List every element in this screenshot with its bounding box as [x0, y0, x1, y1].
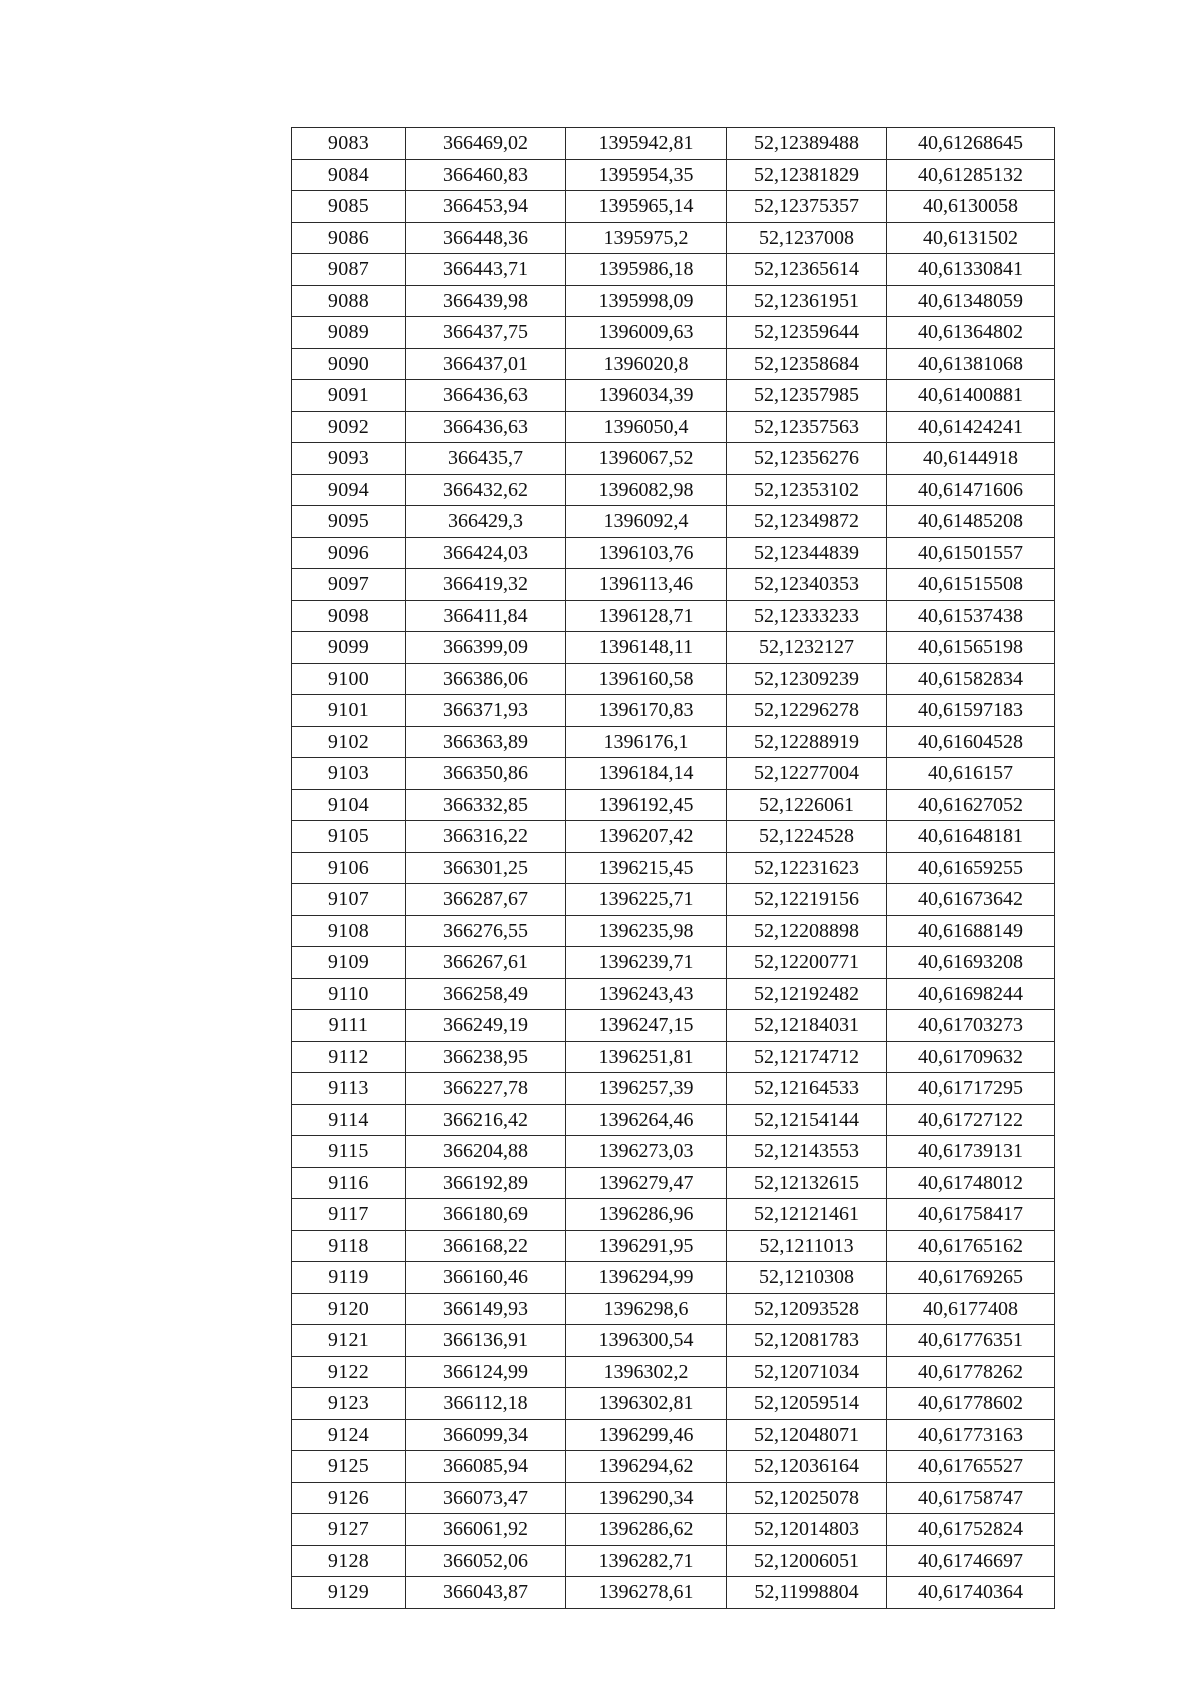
x-coordinate-cell: 366149,93: [406, 1293, 566, 1325]
point-number-cell: 9121: [292, 1325, 406, 1357]
longitude-cell: 40,61515508: [887, 569, 1055, 601]
table-row: [292, 191, 1055, 223]
y-coordinate-cell: 1396170,83: [566, 695, 727, 727]
point-number-cell: 9118: [292, 1230, 406, 1262]
point-number-cell: 9120: [292, 1293, 406, 1325]
table-row: [292, 632, 1055, 664]
point-number-cell: 9122: [292, 1356, 406, 1388]
latitude-cell: 52,12296278: [727, 695, 887, 727]
x-coordinate-cell: 366437,75: [406, 317, 566, 349]
x-coordinate-cell: 366192,89: [406, 1167, 566, 1199]
x-coordinate-cell: 366287,67: [406, 884, 566, 916]
longitude-cell: 40,61537438: [887, 600, 1055, 632]
y-coordinate-cell: 1396148,11: [566, 632, 727, 664]
longitude-cell: 40,61765162: [887, 1230, 1055, 1262]
y-coordinate-cell: 1396294,62: [566, 1451, 727, 1483]
table-row: [292, 1230, 1055, 1262]
longitude-cell: 40,61693208: [887, 947, 1055, 979]
latitude-cell: 52,12006051: [727, 1545, 887, 1577]
table-row: [292, 821, 1055, 853]
latitude-cell: 52,12192482: [727, 978, 887, 1010]
x-coordinate-cell: 366168,22: [406, 1230, 566, 1262]
y-coordinate-cell: 1395998,09: [566, 285, 727, 317]
longitude-cell: 40,61604528: [887, 726, 1055, 758]
latitude-cell: 52,12288919: [727, 726, 887, 758]
table-row: [292, 506, 1055, 538]
table-row: [292, 1104, 1055, 1136]
table-row: [292, 1545, 1055, 1577]
y-coordinate-cell: 1396302,81: [566, 1388, 727, 1420]
x-coordinate-cell: 366258,49: [406, 978, 566, 1010]
table-row: [292, 789, 1055, 821]
x-coordinate-cell: 366227,78: [406, 1073, 566, 1105]
longitude-cell: 40,61758417: [887, 1199, 1055, 1231]
point-number-cell: 9105: [292, 821, 406, 853]
table-row: [292, 1136, 1055, 1168]
table-row: [292, 600, 1055, 632]
longitude-cell: 40,61485208: [887, 506, 1055, 538]
longitude-cell: 40,61597183: [887, 695, 1055, 727]
latitude-cell: 52,1224528: [727, 821, 887, 853]
y-coordinate-cell: 1395954,35: [566, 159, 727, 191]
latitude-cell: 52,1226061: [727, 789, 887, 821]
latitude-cell: 52,1232127: [727, 632, 887, 664]
longitude-cell: 40,61765527: [887, 1451, 1055, 1483]
latitude-cell: 52,12277004: [727, 758, 887, 790]
longitude-cell: 40,61717295: [887, 1073, 1055, 1105]
longitude-cell: 40,61758747: [887, 1482, 1055, 1514]
y-coordinate-cell: 1396128,71: [566, 600, 727, 632]
x-coordinate-cell: 366267,61: [406, 947, 566, 979]
table-row: [292, 1199, 1055, 1231]
point-number-cell: 9116: [292, 1167, 406, 1199]
point-number-cell: 9088: [292, 285, 406, 317]
y-coordinate-cell: 1396192,45: [566, 789, 727, 821]
longitude-cell: 40,61627052: [887, 789, 1055, 821]
latitude-cell: 52,12081783: [727, 1325, 887, 1357]
table-row: [292, 348, 1055, 380]
latitude-cell: 52,12174712: [727, 1041, 887, 1073]
point-number-cell: 9104: [292, 789, 406, 821]
y-coordinate-cell: 1395965,14: [566, 191, 727, 223]
y-coordinate-cell: 1396176,1: [566, 726, 727, 758]
latitude-cell: 52,12025078: [727, 1482, 887, 1514]
y-coordinate-cell: 1396050,4: [566, 411, 727, 443]
table-row: [292, 569, 1055, 601]
point-number-cell: 9092: [292, 411, 406, 443]
latitude-cell: 52,12059514: [727, 1388, 887, 1420]
x-coordinate-cell: 366424,03: [406, 537, 566, 569]
y-coordinate-cell: 1395986,18: [566, 254, 727, 286]
table-row: [292, 915, 1055, 947]
longitude-cell: 40,61703273: [887, 1010, 1055, 1042]
point-number-cell: 9103: [292, 758, 406, 790]
longitude-cell: 40,61348059: [887, 285, 1055, 317]
latitude-cell: 52,12357563: [727, 411, 887, 443]
y-coordinate-cell: 1396160,58: [566, 663, 727, 695]
point-number-cell: 9127: [292, 1514, 406, 1546]
longitude-cell: 40,61424241: [887, 411, 1055, 443]
point-number-cell: 9098: [292, 600, 406, 632]
latitude-cell: 52,12357985: [727, 380, 887, 412]
x-coordinate-cell: 366124,99: [406, 1356, 566, 1388]
x-coordinate-cell: 366443,71: [406, 254, 566, 286]
point-number-cell: 9094: [292, 474, 406, 506]
table-row: [292, 884, 1055, 916]
y-coordinate-cell: 1396298,6: [566, 1293, 727, 1325]
table-row: [292, 537, 1055, 569]
y-coordinate-cell: 1396207,42: [566, 821, 727, 853]
y-coordinate-cell: 1396184,14: [566, 758, 727, 790]
coordinates-table-body: [292, 128, 1055, 1609]
x-coordinate-cell: 366249,19: [406, 1010, 566, 1042]
longitude-cell: 40,6131502: [887, 222, 1055, 254]
longitude-cell: 40,61752824: [887, 1514, 1055, 1546]
point-number-cell: 9086: [292, 222, 406, 254]
latitude-cell: 52,12381829: [727, 159, 887, 191]
x-coordinate-cell: 366437,01: [406, 348, 566, 380]
point-number-cell: 9084: [292, 159, 406, 191]
point-number-cell: 9114: [292, 1104, 406, 1136]
longitude-cell: 40,616157: [887, 758, 1055, 790]
x-coordinate-cell: 366276,55: [406, 915, 566, 947]
point-number-cell: 9085: [292, 191, 406, 223]
table-row: [292, 1293, 1055, 1325]
coordinates-table: [291, 127, 1055, 1609]
table-row: [292, 1482, 1055, 1514]
y-coordinate-cell: 1396034,39: [566, 380, 727, 412]
point-number-cell: 9099: [292, 632, 406, 664]
y-coordinate-cell: 1396009,63: [566, 317, 727, 349]
longitude-cell: 40,61364802: [887, 317, 1055, 349]
point-number-cell: 9115: [292, 1136, 406, 1168]
latitude-cell: 52,12143553: [727, 1136, 887, 1168]
y-coordinate-cell: 1396103,76: [566, 537, 727, 569]
table-row: [292, 947, 1055, 979]
latitude-cell: 52,12200771: [727, 947, 887, 979]
x-coordinate-cell: 366411,84: [406, 600, 566, 632]
longitude-cell: 40,61268645: [887, 128, 1055, 160]
latitude-cell: 52,12365614: [727, 254, 887, 286]
y-coordinate-cell: 1396092,4: [566, 506, 727, 538]
table-row: [292, 380, 1055, 412]
x-coordinate-cell: 366429,3: [406, 506, 566, 538]
y-coordinate-cell: 1396239,71: [566, 947, 727, 979]
table-row: [292, 663, 1055, 695]
longitude-cell: 40,61778262: [887, 1356, 1055, 1388]
longitude-cell: 40,6177408: [887, 1293, 1055, 1325]
longitude-cell: 40,6144918: [887, 443, 1055, 475]
table-row: [292, 1325, 1055, 1357]
table-row: [292, 1388, 1055, 1420]
y-coordinate-cell: 1396290,34: [566, 1482, 727, 1514]
x-coordinate-cell: 366085,94: [406, 1451, 566, 1483]
x-coordinate-cell: 366136,91: [406, 1325, 566, 1357]
y-coordinate-cell: 1396243,43: [566, 978, 727, 1010]
longitude-cell: 40,61648181: [887, 821, 1055, 853]
point-number-cell: 9125: [292, 1451, 406, 1483]
y-coordinate-cell: 1396291,95: [566, 1230, 727, 1262]
x-coordinate-cell: 366371,93: [406, 695, 566, 727]
y-coordinate-cell: 1396020,8: [566, 348, 727, 380]
latitude-cell: 52,12071034: [727, 1356, 887, 1388]
x-coordinate-cell: 366350,86: [406, 758, 566, 790]
point-number-cell: 9112: [292, 1041, 406, 1073]
table-row: [292, 1167, 1055, 1199]
point-number-cell: 9128: [292, 1545, 406, 1577]
longitude-cell: 40,61400881: [887, 380, 1055, 412]
y-coordinate-cell: 1396225,71: [566, 884, 727, 916]
y-coordinate-cell: 1396257,39: [566, 1073, 727, 1105]
longitude-cell: 40,61471606: [887, 474, 1055, 506]
x-coordinate-cell: 366099,34: [406, 1419, 566, 1451]
y-coordinate-cell: 1396302,2: [566, 1356, 727, 1388]
point-number-cell: 9089: [292, 317, 406, 349]
y-coordinate-cell: 1395975,2: [566, 222, 727, 254]
table-row: [292, 1073, 1055, 1105]
x-coordinate-cell: 366460,83: [406, 159, 566, 191]
latitude-cell: 52,12048071: [727, 1419, 887, 1451]
point-number-cell: 9095: [292, 506, 406, 538]
x-coordinate-cell: 366436,63: [406, 411, 566, 443]
table-row: [292, 1041, 1055, 1073]
x-coordinate-cell: 366399,09: [406, 632, 566, 664]
longitude-cell: 40,61673642: [887, 884, 1055, 916]
point-number-cell: 9090: [292, 348, 406, 380]
table-row: [292, 852, 1055, 884]
latitude-cell: 52,12353102: [727, 474, 887, 506]
longitude-cell: 40,61727122: [887, 1104, 1055, 1136]
y-coordinate-cell: 1396300,54: [566, 1325, 727, 1357]
x-coordinate-cell: 366448,36: [406, 222, 566, 254]
table-row: [292, 285, 1055, 317]
table-row: [292, 758, 1055, 790]
longitude-cell: 40,61565198: [887, 632, 1055, 664]
point-number-cell: 9113: [292, 1073, 406, 1105]
longitude-cell: 40,61582834: [887, 663, 1055, 695]
latitude-cell: 52,12359644: [727, 317, 887, 349]
longitude-cell: 40,61739131: [887, 1136, 1055, 1168]
point-number-cell: 9126: [292, 1482, 406, 1514]
longitude-cell: 40,61698244: [887, 978, 1055, 1010]
table-row: [292, 222, 1055, 254]
point-number-cell: 9119: [292, 1262, 406, 1294]
longitude-cell: 40,61748012: [887, 1167, 1055, 1199]
latitude-cell: 52,12309239: [727, 663, 887, 695]
longitude-cell: 40,61778602: [887, 1388, 1055, 1420]
point-number-cell: 9129: [292, 1577, 406, 1609]
point-number-cell: 9093: [292, 443, 406, 475]
point-number-cell: 9101: [292, 695, 406, 727]
latitude-cell: 52,12208898: [727, 915, 887, 947]
y-coordinate-cell: 1396294,99: [566, 1262, 727, 1294]
latitude-cell: 52,12219156: [727, 884, 887, 916]
point-number-cell: 9091: [292, 380, 406, 412]
latitude-cell: 52,12356276: [727, 443, 887, 475]
y-coordinate-cell: 1396264,46: [566, 1104, 727, 1136]
y-coordinate-cell: 1396286,96: [566, 1199, 727, 1231]
y-coordinate-cell: 1396299,46: [566, 1419, 727, 1451]
longitude-cell: 40,61659255: [887, 852, 1055, 884]
x-coordinate-cell: 366386,06: [406, 663, 566, 695]
x-coordinate-cell: 366061,92: [406, 1514, 566, 1546]
table-row: [292, 1010, 1055, 1042]
y-coordinate-cell: 1396082,98: [566, 474, 727, 506]
longitude-cell: 40,61776351: [887, 1325, 1055, 1357]
table-row: [292, 128, 1055, 160]
x-coordinate-cell: 366216,42: [406, 1104, 566, 1136]
table-row: [292, 1356, 1055, 1388]
x-coordinate-cell: 366419,32: [406, 569, 566, 601]
latitude-cell: 52,1210308: [727, 1262, 887, 1294]
longitude-cell: 40,61381068: [887, 348, 1055, 380]
x-coordinate-cell: 366052,06: [406, 1545, 566, 1577]
point-number-cell: 9087: [292, 254, 406, 286]
latitude-cell: 52,12121461: [727, 1199, 887, 1231]
table-row: [292, 1451, 1055, 1483]
latitude-cell: 52,12184031: [727, 1010, 887, 1042]
x-coordinate-cell: 366204,88: [406, 1136, 566, 1168]
y-coordinate-cell: 1396113,46: [566, 569, 727, 601]
latitude-cell: 52,12154144: [727, 1104, 887, 1136]
latitude-cell: 52,11998804: [727, 1577, 887, 1609]
x-coordinate-cell: 366160,46: [406, 1262, 566, 1294]
x-coordinate-cell: 366073,47: [406, 1482, 566, 1514]
point-number-cell: 9109: [292, 947, 406, 979]
latitude-cell: 52,12340353: [727, 569, 887, 601]
latitude-cell: 52,12093528: [727, 1293, 887, 1325]
table-row: [292, 443, 1055, 475]
x-coordinate-cell: 366363,89: [406, 726, 566, 758]
latitude-cell: 52,1237008: [727, 222, 887, 254]
latitude-cell: 52,1211013: [727, 1230, 887, 1262]
point-number-cell: 9123: [292, 1388, 406, 1420]
x-coordinate-cell: 366469,02: [406, 128, 566, 160]
point-number-cell: 9111: [292, 1010, 406, 1042]
table-row: [292, 159, 1055, 191]
x-coordinate-cell: 366180,69: [406, 1199, 566, 1231]
point-number-cell: 9108: [292, 915, 406, 947]
table-row: [292, 695, 1055, 727]
latitude-cell: 52,12333233: [727, 600, 887, 632]
x-coordinate-cell: 366043,87: [406, 1577, 566, 1609]
point-number-cell: 9110: [292, 978, 406, 1010]
latitude-cell: 52,12361951: [727, 285, 887, 317]
latitude-cell: 52,12036164: [727, 1451, 887, 1483]
latitude-cell: 52,12349872: [727, 506, 887, 538]
longitude-cell: 40,61769265: [887, 1262, 1055, 1294]
table-row: [292, 1577, 1055, 1609]
x-coordinate-cell: 366453,94: [406, 191, 566, 223]
y-coordinate-cell: 1396215,45: [566, 852, 727, 884]
table-row: [292, 978, 1055, 1010]
table-row: [292, 726, 1055, 758]
latitude-cell: 52,12231623: [727, 852, 887, 884]
x-coordinate-cell: 366301,25: [406, 852, 566, 884]
table-row: [292, 411, 1055, 443]
latitude-cell: 52,12132615: [727, 1167, 887, 1199]
y-coordinate-cell: 1396251,81: [566, 1041, 727, 1073]
latitude-cell: 52,12164533: [727, 1073, 887, 1105]
longitude-cell: 40,61688149: [887, 915, 1055, 947]
latitude-cell: 52,12358684: [727, 348, 887, 380]
longitude-cell: 40,61773163: [887, 1419, 1055, 1451]
table-row: [292, 1262, 1055, 1294]
y-coordinate-cell: 1396247,15: [566, 1010, 727, 1042]
x-coordinate-cell: 366436,63: [406, 380, 566, 412]
x-coordinate-cell: 366332,85: [406, 789, 566, 821]
point-number-cell: 9107: [292, 884, 406, 916]
point-number-cell: 9117: [292, 1199, 406, 1231]
longitude-cell: 40,61740364: [887, 1577, 1055, 1609]
longitude-cell: 40,61330841: [887, 254, 1055, 286]
point-number-cell: 9083: [292, 128, 406, 160]
table-row: [292, 474, 1055, 506]
table-row: [292, 317, 1055, 349]
latitude-cell: 52,12344839: [727, 537, 887, 569]
x-coordinate-cell: 366238,95: [406, 1041, 566, 1073]
y-coordinate-cell: 1396278,61: [566, 1577, 727, 1609]
x-coordinate-cell: 366112,18: [406, 1388, 566, 1420]
point-number-cell: 9100: [292, 663, 406, 695]
point-number-cell: 9106: [292, 852, 406, 884]
longitude-cell: 40,61709632: [887, 1041, 1055, 1073]
latitude-cell: 52,12389488: [727, 128, 887, 160]
latitude-cell: 52,12014803: [727, 1514, 887, 1546]
table-row: [292, 1514, 1055, 1546]
y-coordinate-cell: 1396279,47: [566, 1167, 727, 1199]
y-coordinate-cell: 1395942,81: [566, 128, 727, 160]
longitude-cell: 40,61746697: [887, 1545, 1055, 1577]
y-coordinate-cell: 1396282,71: [566, 1545, 727, 1577]
longitude-cell: 40,6130058: [887, 191, 1055, 223]
x-coordinate-cell: 366439,98: [406, 285, 566, 317]
x-coordinate-cell: 366432,62: [406, 474, 566, 506]
point-number-cell: 9102: [292, 726, 406, 758]
longitude-cell: 40,61285132: [887, 159, 1055, 191]
table-row: [292, 1419, 1055, 1451]
x-coordinate-cell: 366435,7: [406, 443, 566, 475]
y-coordinate-cell: 1396067,52: [566, 443, 727, 475]
x-coordinate-cell: 366316,22: [406, 821, 566, 853]
y-coordinate-cell: 1396286,62: [566, 1514, 727, 1546]
table-row: [292, 254, 1055, 286]
y-coordinate-cell: 1396235,98: [566, 915, 727, 947]
point-number-cell: 9097: [292, 569, 406, 601]
longitude-cell: 40,61501557: [887, 537, 1055, 569]
y-coordinate-cell: 1396273,03: [566, 1136, 727, 1168]
latitude-cell: 52,12375357: [727, 191, 887, 223]
point-number-cell: 9124: [292, 1419, 406, 1451]
point-number-cell: 9096: [292, 537, 406, 569]
